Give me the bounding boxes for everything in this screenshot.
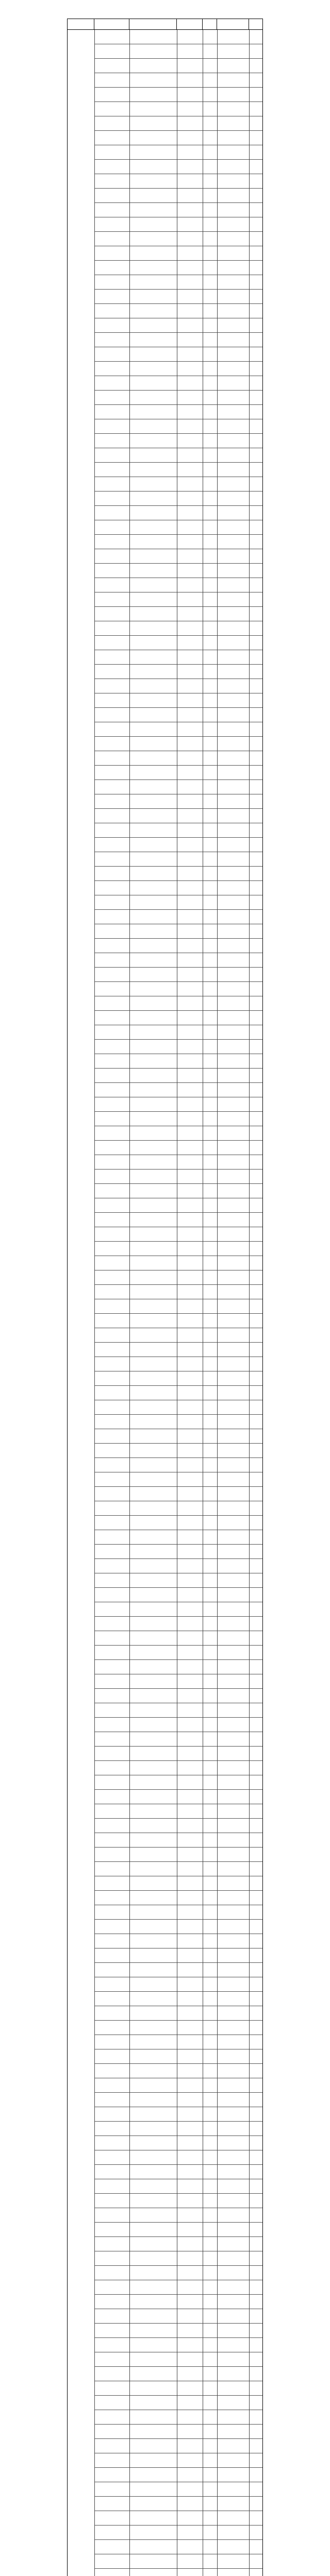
column-header-name xyxy=(94,19,129,29)
table-body-grid xyxy=(68,30,262,2576)
column-divider xyxy=(94,30,95,2576)
document-title xyxy=(64,5,266,18)
column-header-phone xyxy=(217,19,249,29)
column-header-hours xyxy=(177,19,203,29)
column-divider xyxy=(249,30,250,2576)
column-divider xyxy=(217,30,218,2576)
district-cell xyxy=(68,1704,94,1993)
district-cell xyxy=(68,1993,94,2426)
district-cell xyxy=(68,2426,94,2576)
district-cell xyxy=(68,607,94,1184)
column-header-flag xyxy=(203,19,217,29)
district-cell xyxy=(68,1184,94,1705)
table-header xyxy=(68,19,262,30)
column-header-note xyxy=(249,19,262,29)
listing-table xyxy=(67,19,263,2576)
column-divider xyxy=(129,30,130,2576)
district-cell xyxy=(68,30,94,319)
column-header-district xyxy=(68,19,94,29)
district-cell xyxy=(68,318,94,607)
column-header-address xyxy=(129,19,177,29)
